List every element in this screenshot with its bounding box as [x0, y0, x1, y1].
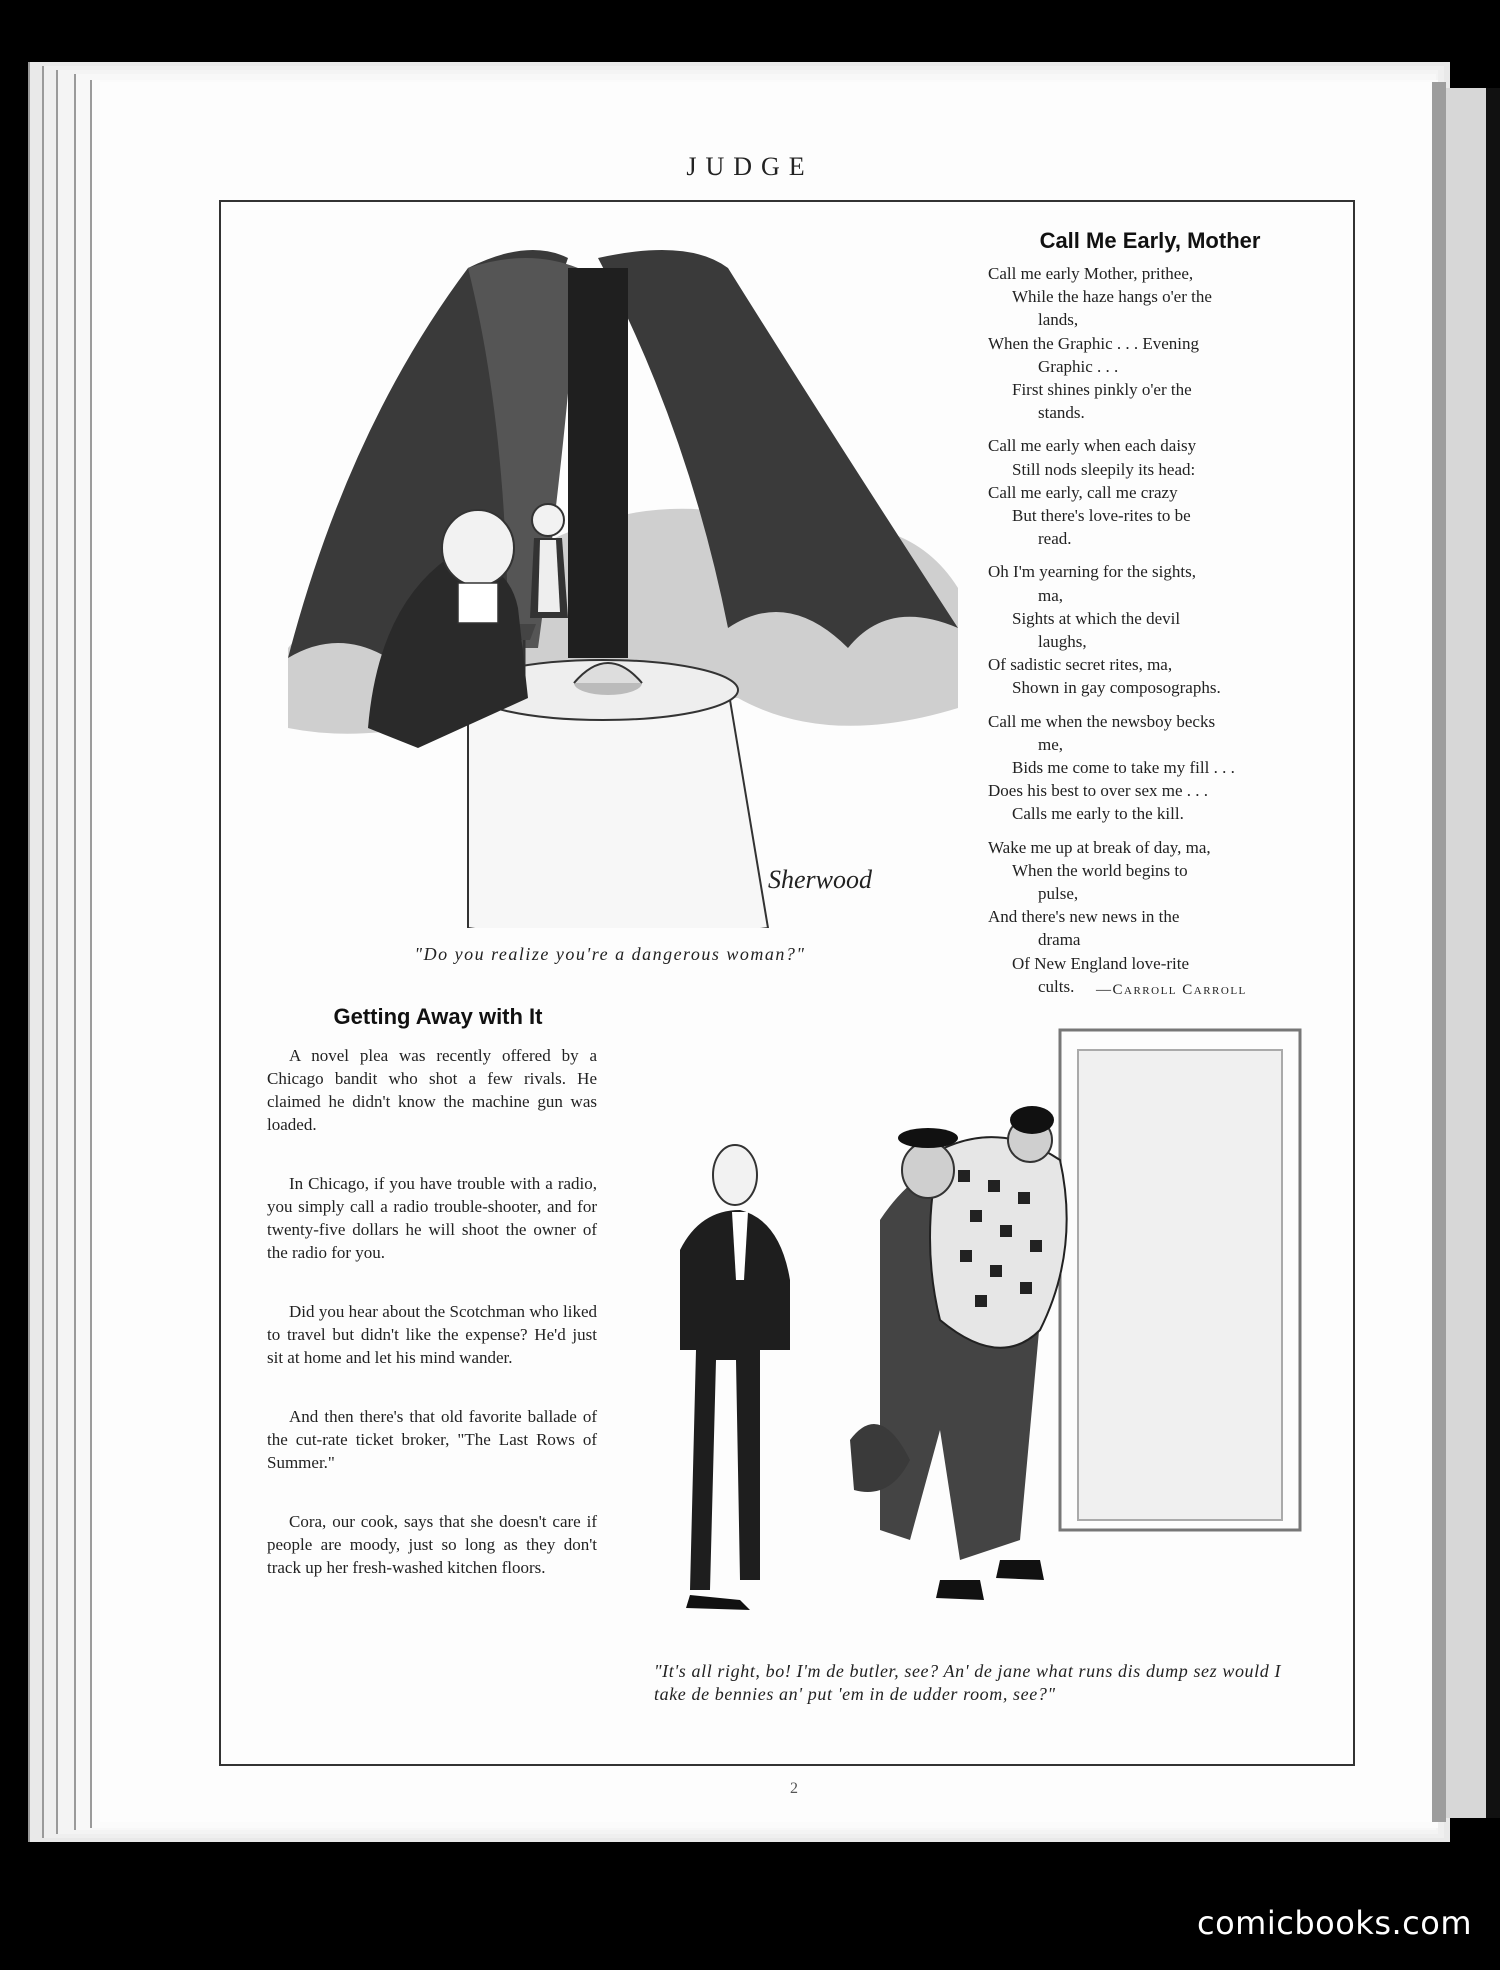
poem-line: And there's new news in the — [988, 907, 1180, 927]
essay-title: Getting Away with It — [333, 1004, 543, 1029]
poem-body — [988, 262, 1326, 1008]
poem-line: Call me early, call me crazy — [988, 482, 1178, 502]
poem-line: Call me early Mother, prithee, — [988, 264, 1194, 283]
dining-couple-illustration — [268, 228, 968, 928]
book-spine — [1446, 88, 1486, 1818]
poem-title: Call Me Early, Mother — [1039, 228, 1261, 253]
poem-line: drama — [1038, 930, 1081, 950]
poem-line: First shines pinkly o'er the — [1012, 380, 1192, 400]
essay-paragraph: And then there's that old favorite ballade of the cut-rate ticket broker, "The Last Rows of Summer." — [267, 1407, 597, 1472]
book-spine — [1486, 88, 1500, 1818]
poem-line: Wake me up at break of day, ma, — [988, 837, 1211, 857]
poem-stanza — [988, 434, 1326, 550]
poem-line: While the haze hangs o'er the — [1012, 287, 1212, 307]
poem-line: cults. — [1038, 976, 1075, 996]
poem-line: stands. — [1038, 403, 1085, 423]
poem-author: —Carroll Carroll — [1096, 982, 1247, 998]
poem-stanza — [988, 710, 1326, 826]
cartoon-caption: "It's all right, bo! I'm de butler, see? An' de jane what runs dis dump sez would I take de bennies an' put 'em in de udder room, see?" — [654, 1661, 1282, 1704]
poem-line: Call me early when each daisy — [988, 436, 1197, 456]
poem-line: Shown in gay composographs. — [1012, 678, 1221, 698]
poem-stanza — [988, 560, 1326, 699]
poem-line: Of New England love-rite — [1012, 953, 1190, 973]
poem-line: Does his best to over sex me . . . — [988, 781, 1209, 801]
essay-paragraph: A novel plea was recently offered by a Chicago bandit who shot a few rivals. He claimed he didn't know the machine gun was loaded. — [267, 1046, 597, 1134]
poem-line: Sights at which the devil — [1012, 608, 1181, 628]
poem-line: ma, — [1038, 585, 1064, 605]
poem-line: laughs, — [1038, 632, 1087, 652]
essay-paragraph: Did you hear about the Scotchman who liked to travel but didn't like the expense? He'd just sit at home and let his mind wander. — [267, 1302, 597, 1367]
poem-line: When the world begins to — [1012, 860, 1188, 880]
artist-signature: Sherwood — [768, 865, 872, 894]
poem-line: Still nods sleepily its head: — [1012, 459, 1196, 479]
poem-line: Calls me early to the kill. — [1012, 804, 1184, 824]
poem-line: Bids me come to take my fill . . . — [1012, 758, 1235, 778]
poem-line: pulse, — [1038, 884, 1079, 904]
poem-line: read. — [1038, 529, 1072, 549]
poem-line: lands, — [1038, 310, 1079, 330]
watermark: comicbooks.com — [1196, 1904, 1472, 1942]
butler-movers-illustration — [640, 1020, 1320, 1660]
poem-line: Oh I'm yearning for the sights, — [988, 562, 1196, 582]
essay-paragraph: Cora, our cook, says that she doesn't care if people are moody, just so long as they don't track up her fresh-washed kitchen floors. — [267, 1512, 597, 1577]
cartoon-caption: "Do you realize you're a dangerous woman?" — [414, 944, 806, 964]
poem-line: Graphic . . . — [1038, 356, 1119, 376]
page-number: 2 — [790, 1780, 798, 1797]
poem-stanza — [988, 262, 1326, 424]
poem-line: But there's love-rites to be — [1012, 506, 1191, 526]
poem-line: me, — [1038, 734, 1064, 754]
essay-body — [267, 1044, 597, 1615]
poem-stanza — [988, 836, 1326, 998]
book-spine — [1432, 82, 1446, 1822]
essay-paragraph: In Chicago, if you have trouble with a radio, you simply call a radio trouble-shooter, and for twenty-five dollars he will shoot the owner of the radio for you. — [267, 1174, 597, 1262]
masthead: JUDGE — [686, 152, 814, 181]
poem-line: Of sadistic secret rites, ma, — [988, 655, 1173, 675]
poem-line: Call me when the newsboy becks — [988, 711, 1216, 731]
poem-line: When the Graphic . . . Evening — [988, 333, 1200, 353]
